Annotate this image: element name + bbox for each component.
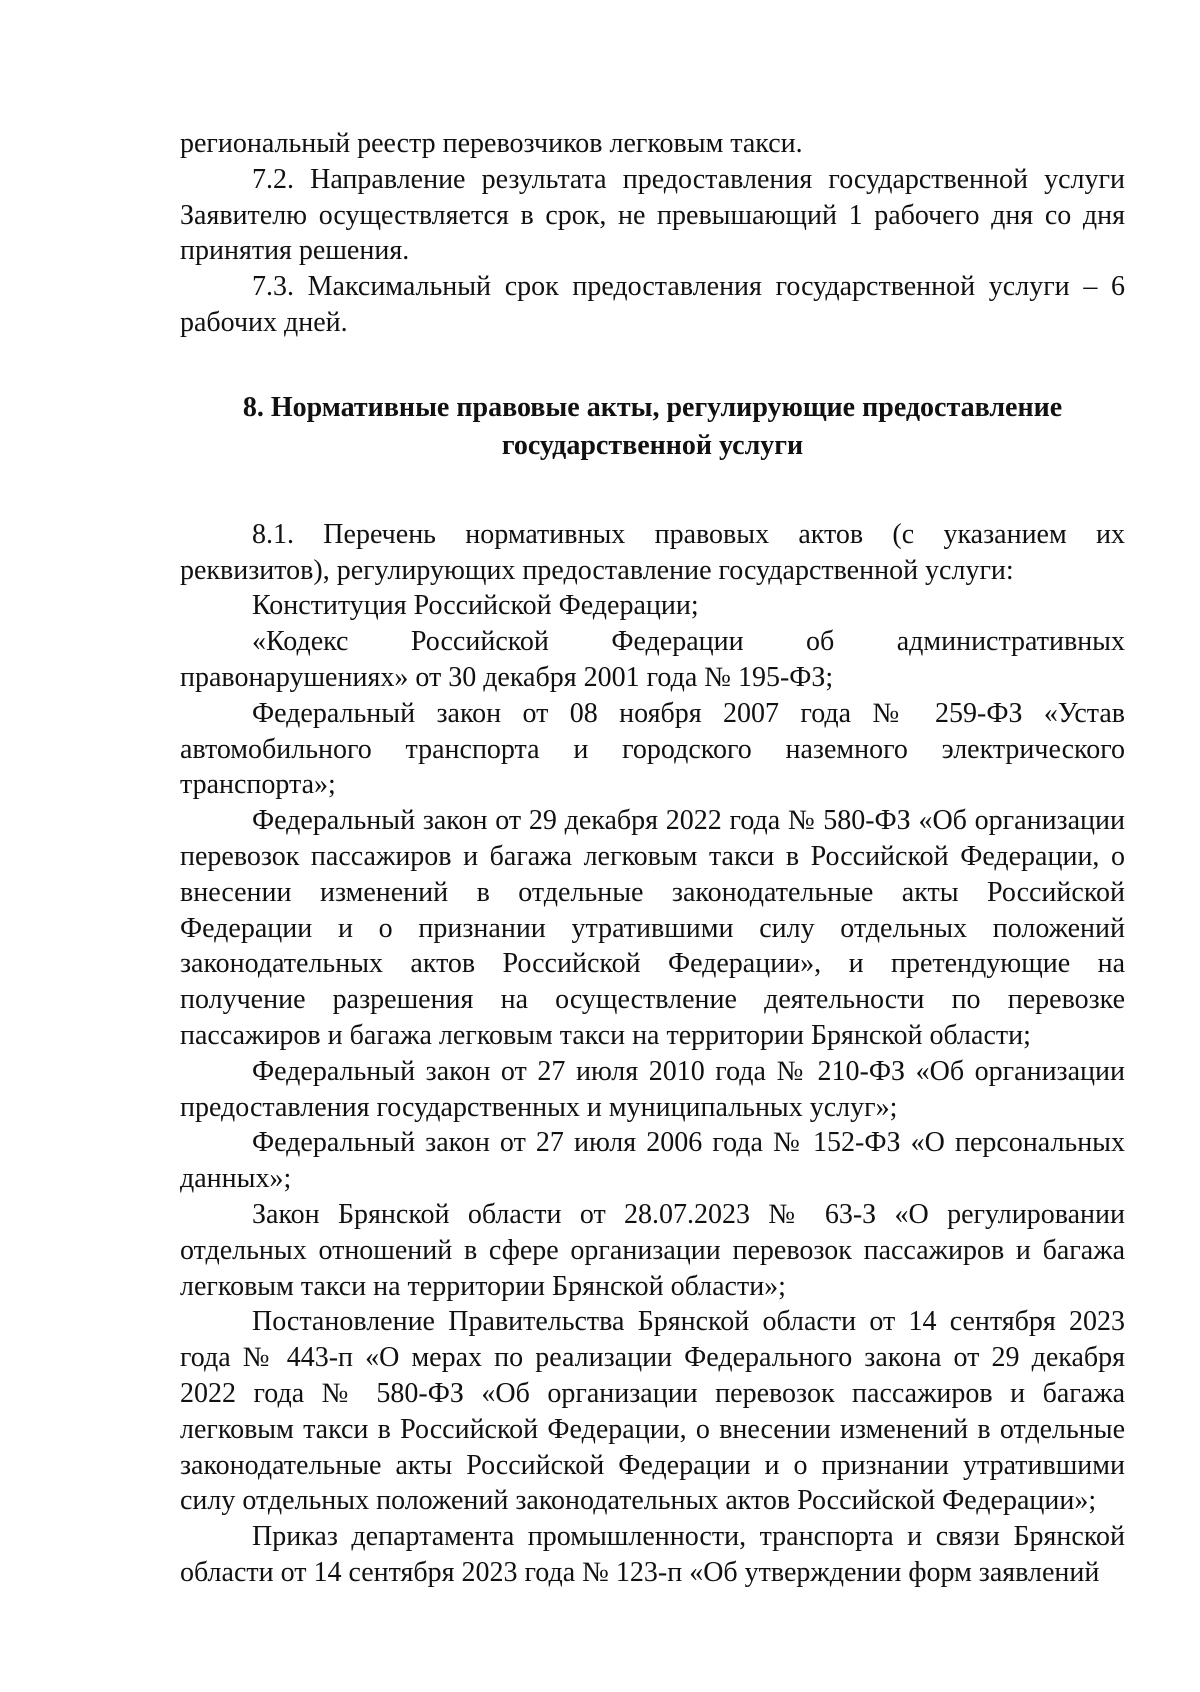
intro-line: региональный реестр перевозчиков легковым такси. xyxy=(180,128,803,159)
paragraph-7-3: 7.3. Максимальный срок предоставления государственной услуги – 6 рабочих дней. xyxy=(180,271,1125,338)
list-item-fz-210: Федеральный закон от 27 июля 2010 года № 210-ФЗ «Об организации предоставления государственных и муниципальных услуг»; xyxy=(180,1055,1125,1123)
paragraph-8-1: 8.1. Перечень нормативных правовых актов (с указанием их реквизитов), регулирующих предоставление государственной услуги: xyxy=(180,518,1125,586)
list-item-order-123: Приказ департамента промышленности, транспорта и связи Брянской области от 14 сентября 2023 года № 123-п «Об утверждении форм заявлений xyxy=(180,1521,1125,1588)
list-item-fz-152: Федеральный закон от 27 июля 2006 года № 152-ФЗ «О персональных данных»; xyxy=(180,1127,1125,1195)
list-item-constitution: Конституция Российской Федерации; xyxy=(252,590,699,622)
section-8-heading-line-1: 8. Нормативные правовые акты, регулирующие предоставление xyxy=(242,391,1063,423)
list-item-bryansk-law-63: Закон Брянской области от 28.07.2023 № 63-З «О регулировании отдельных отношений в сфере организации перевозок пассажиров и багажа легковым такси на территории Брянской области»; xyxy=(180,1198,1125,1302)
section-8-heading-line-2: государственной услуги xyxy=(501,429,804,461)
list-item-resolution-443: Постановление Правительства Брянской области от 14 сентября 2023 года № 443-п «О мерах по реализации Федерального закона от 29 декабря 2022 года № 580-ФЗ «Об организации перевозок пассажиров и багажа легковым такси в Российской Федерации, о внесении изменений в отдельные законодательные акты Российской Федерации и о признании утратившими силу отдельных положений законодательных актов Российской Федерации»; xyxy=(180,1306,1125,1517)
section-8-heading xyxy=(180,389,1125,465)
list-item-fz-259: Федеральный закон от 08 ноября 2007 года № 259-ФЗ «Устав автомобильного транспорта и городского наземного электрического транспорта»; xyxy=(180,697,1125,801)
document-body xyxy=(180,126,1125,1591)
list-item-fz-580: Федеральный закон от 29 декабря 2022 года № 580-ФЗ «Об организации перевозок пассажиров и багажа легковым такси в Российской Федерации, о внесении изменений в отдельные законодательные акты Российской Федерации и о признании утратившими силу отдельных положений законодательных актов Российской Федерации», и претендующие на получение разрешения на осуществление деятельности по перевозке пассажиров и багажа легковым такси на территории Брянской области; xyxy=(180,805,1125,1051)
list-item-koap: «Кодекс Российской Федерации об административных правонарушениях» от 30 декабря 2001 года № 195-ФЗ; xyxy=(180,626,1125,693)
paragraph-7-2: 7.2. Направление результата предоставления государственной услуги Заявителю осуществляется в срок, не превышающий 1 рабочего дня со дня принятия решения. xyxy=(180,163,1125,267)
